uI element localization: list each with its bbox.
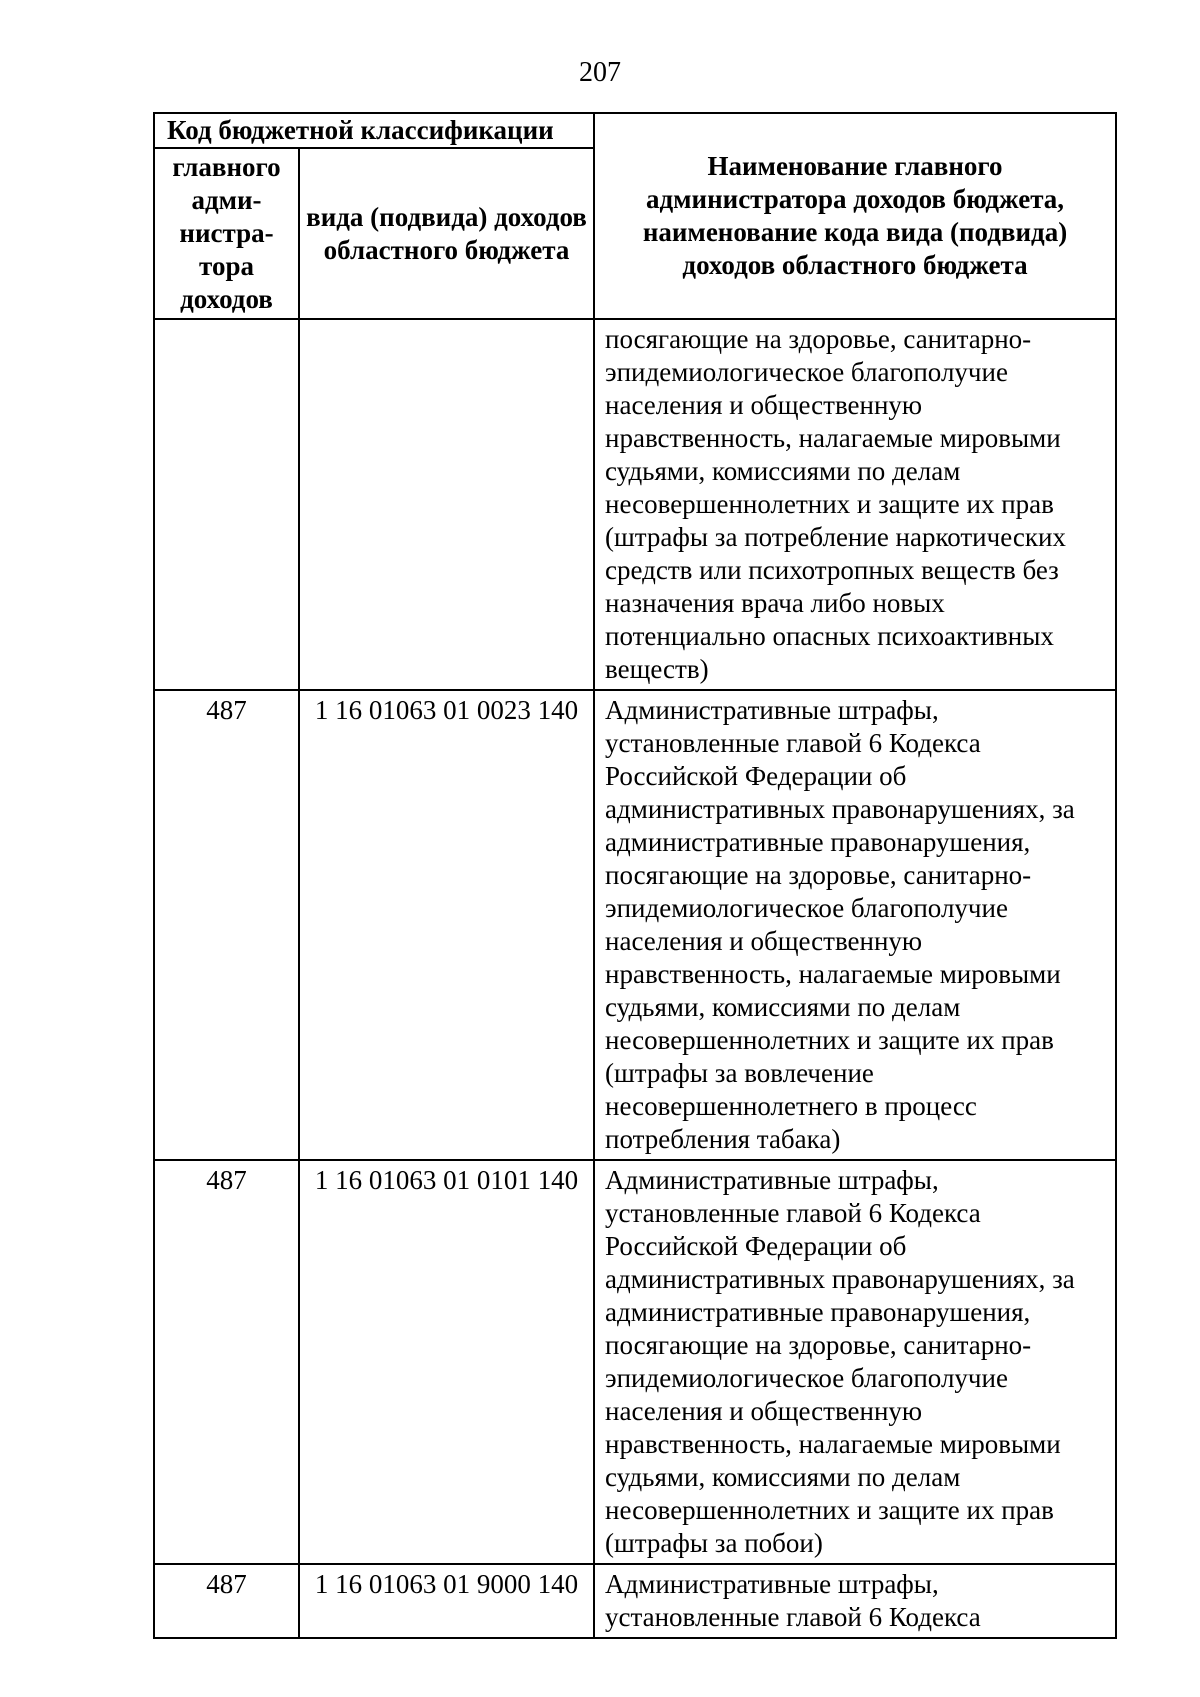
admin-code-cell: 487: [154, 1160, 299, 1564]
name-cell: посягающие на здоровье, санитарно-эпидемиологическое благополучие населения и общественную нравственность, налагаемые мировыми судьями, комиссиями по делам несовершеннолетних и защите их прав (штрафы за потребление наркотических средств или психотропных веществ без назначения врача либо новых потенциально опасных психоактивных веществ): [594, 319, 1116, 690]
income-code-cell: 1 16 01063 01 9000 140: [299, 1564, 594, 1638]
table-body: [154, 319, 1116, 1638]
header-row-group: [154, 113, 1116, 148]
table-row: [154, 319, 1116, 690]
column-header-income-type-code: вида (подвида) доходов областного бюджета: [299, 148, 594, 319]
table-row: [154, 1564, 1116, 1638]
income-code-cell: 1 16 01063 01 0101 140: [299, 1160, 594, 1564]
table-row: [154, 1160, 1116, 1564]
name-cell: Административные штрафы, установленные главой 6 Кодекса Российской Федерации об административных правонарушениях, за административные правонарушения, посягающие на здоровье, санитарно-эпидемиологическое благополучие населения и общественную нравственность, налагаемые мировыми судьями, комиссиями по делам несовершеннолетних и защите их прав (штрафы за побои): [594, 1160, 1116, 1564]
income-code-cell: 1 16 01063 01 0023 140: [299, 690, 594, 1160]
name-cell: Административные штрафы, установленные главой 6 Кодекса Российской Федерации об административных правонарушениях, за административные правонарушения, посягающие на здоровье, санитарно-эпидемиологическое благополучие населения и общественную нравственность, налагаемые мировыми судьями, комиссиями по делам несовершеннолетних и защите их прав (штрафы за вовлечение несовершеннолетнего в процесс потребления табака): [594, 690, 1116, 1160]
admin-code-cell: 487: [154, 1564, 299, 1638]
admin-code-cell: 487: [154, 690, 299, 1160]
name-cell: Административные штрафы, установленные главой 6 Кодекса: [594, 1564, 1116, 1638]
column-header-admin-code: главного адми-нистра-тора доходов: [154, 148, 299, 319]
admin-code-cell: [154, 319, 299, 690]
table-row: [154, 690, 1116, 1160]
page-number: 207: [579, 57, 621, 88]
column-header-name: Наименование главного администратора доходов бюджета, наименование кода вида (подвида) доходов областного бюджета: [594, 113, 1116, 319]
income-code-cell: [299, 319, 594, 690]
group-header-budget-classification-code: Код бюджетной классификации: [154, 113, 594, 148]
table-header: [154, 113, 1116, 319]
budget-classification-table: [153, 112, 1117, 1639]
